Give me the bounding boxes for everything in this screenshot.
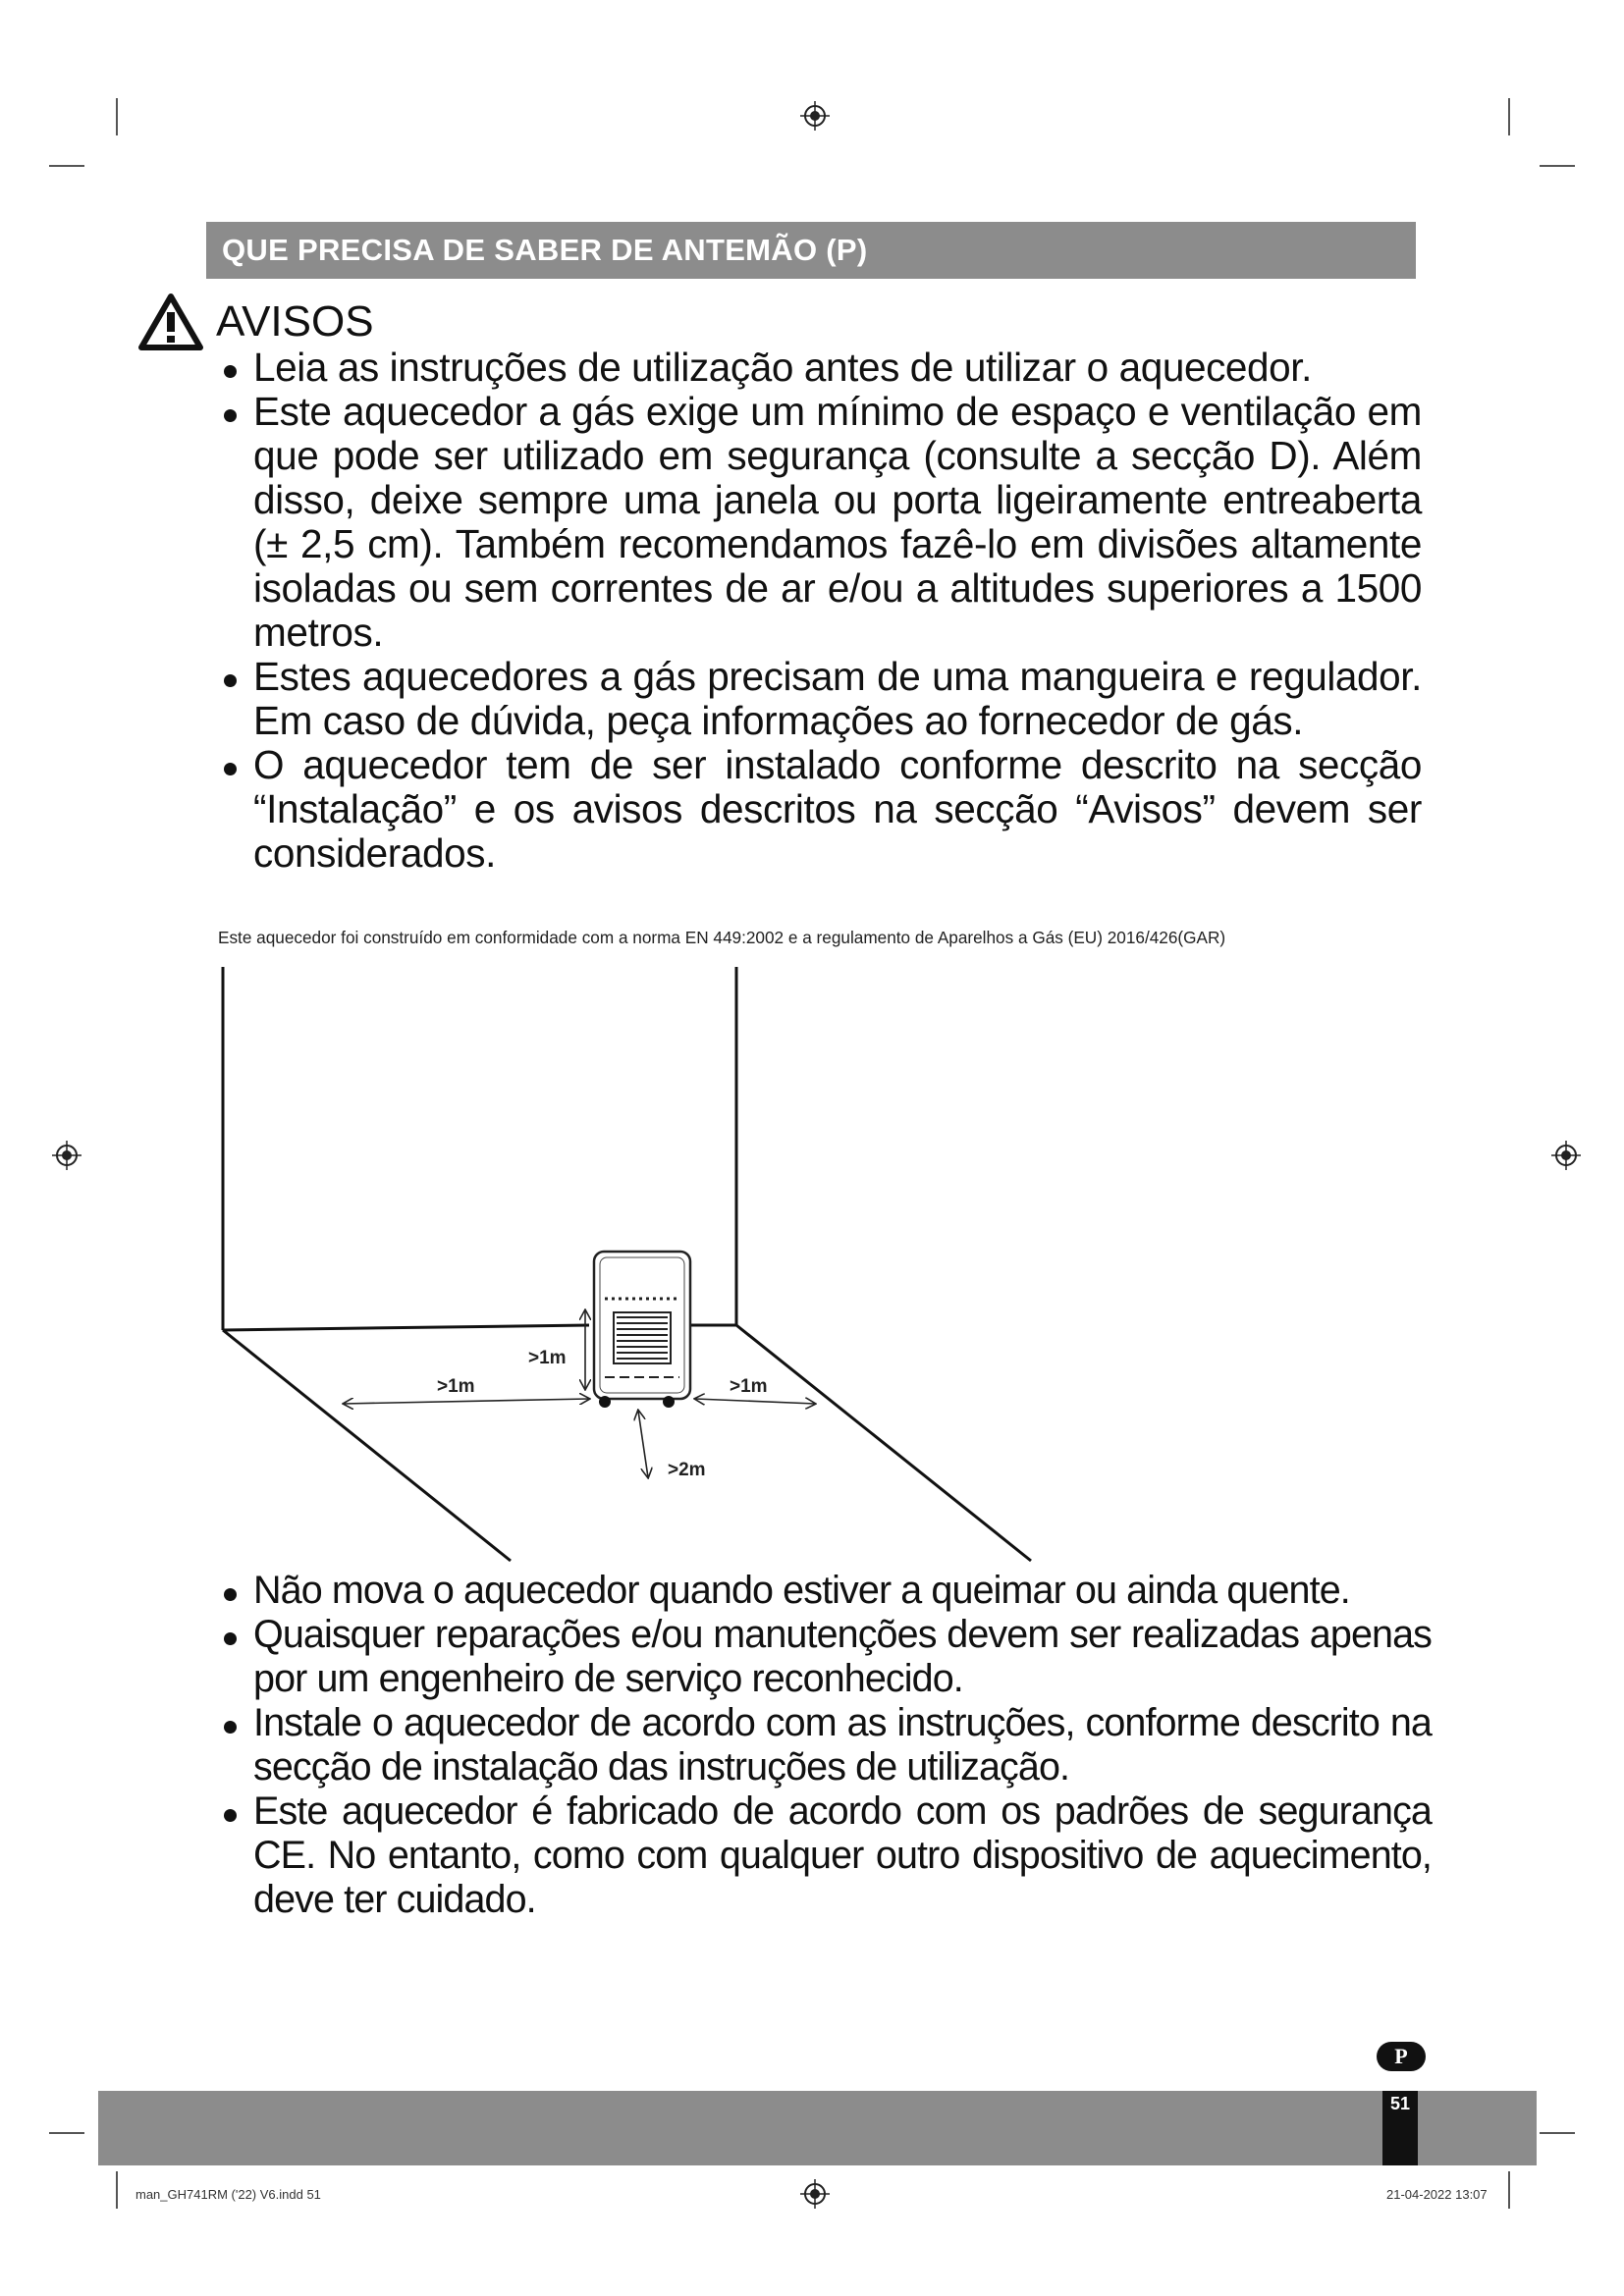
warning-triangle-icon xyxy=(137,293,204,351)
front-arrow xyxy=(638,1411,648,1477)
registration-mark-icon xyxy=(800,2179,830,2209)
crop-mark xyxy=(116,98,118,135)
file-slug: man_GH741RM ('22) V6.indd 51 xyxy=(135,2187,321,2202)
left-arrow xyxy=(344,1399,589,1404)
top-clearance-label: >1m xyxy=(528,1348,567,1368)
warnings-list-top xyxy=(224,346,1422,876)
crop-mark xyxy=(116,2171,118,2209)
front-clearance-label: >2m xyxy=(668,1460,706,1480)
right-clearance-label: >1m xyxy=(730,1376,768,1397)
list-item: Quaisquer reparações e/ou manutenções devem ser realizadas apenas por um engenheiro de serviço reconhecido. xyxy=(224,1613,1432,1701)
conformity-note: Este aquecedor foi construído em conformidade com a norma EN 449:2002 e a regulamento de Aparelhos a Gás (EU) 2016/426(GAR) xyxy=(218,928,1226,947)
left-clearance-label: >1m xyxy=(437,1376,475,1397)
registration-mark-icon xyxy=(52,1141,81,1170)
crop-mark xyxy=(49,2132,84,2134)
list-item: Leia as instruções de utilização antes de utilizar o aquecedor. xyxy=(224,346,1422,390)
warnings-title: AVISOS xyxy=(216,297,374,346)
heater-icon xyxy=(594,1252,690,1408)
list-item: Este aquecedor é fabricado de acordo com os padrões de segurança CE. No entanto, como com qualquer outro dispositivo de aquecimento, deve ter cuidado. xyxy=(224,1789,1432,1922)
date-slug: 21-04-2022 13:07 xyxy=(1386,2187,1488,2202)
list-item: Este aquecedor a gás exige um mínimo de espaço e ventilação em que pode ser utilizado em segurança (consulte a secção D). Além disso, deixe sempre uma janela ou porta ligeiramente entreaberta (± 2,5 cm). Também recomendamos fazê-lo em divisões altamente isoladas ou sem correntes de ar e/ou a altitudes superiores a 1500 metros. xyxy=(224,390,1422,655)
warnings-list-bottom xyxy=(224,1569,1432,1922)
list-item: Instale o aquecedor de acordo com as instruções, conforme descrito na secção de instalação das instruções de utilização. xyxy=(224,1701,1432,1789)
language-badge: P xyxy=(1377,2042,1426,2071)
list-item: Estes aquecedores a gás precisam de uma mangueira e regulador. Em caso de dúvida, peça informações ao fornecedor de gás. xyxy=(224,655,1422,743)
clearance-diagram xyxy=(216,967,1060,1566)
page-number: 51 xyxy=(1382,2091,1418,2165)
crop-mark xyxy=(1508,98,1510,135)
list-item: O aquecedor tem de ser instalado conforme descrito na secção “Instalação” e os avisos descritos na secção “Avisos” devem ser considerados. xyxy=(224,743,1422,876)
right-arrow xyxy=(695,1399,815,1404)
registration-mark-icon xyxy=(800,101,830,131)
crop-mark xyxy=(1508,2171,1510,2209)
list-item: Não mova o aquecedor quando estiver a queimar ou ainda quente. xyxy=(224,1569,1432,1613)
crop-mark xyxy=(1540,165,1575,167)
footer-bar xyxy=(98,2091,1537,2165)
section-header: QUE PRECISA DE SABER DE ANTEMÃO (P) xyxy=(206,222,1416,279)
crop-mark xyxy=(49,165,84,167)
crop-mark xyxy=(1540,2132,1575,2134)
registration-mark-icon xyxy=(1551,1141,1581,1170)
